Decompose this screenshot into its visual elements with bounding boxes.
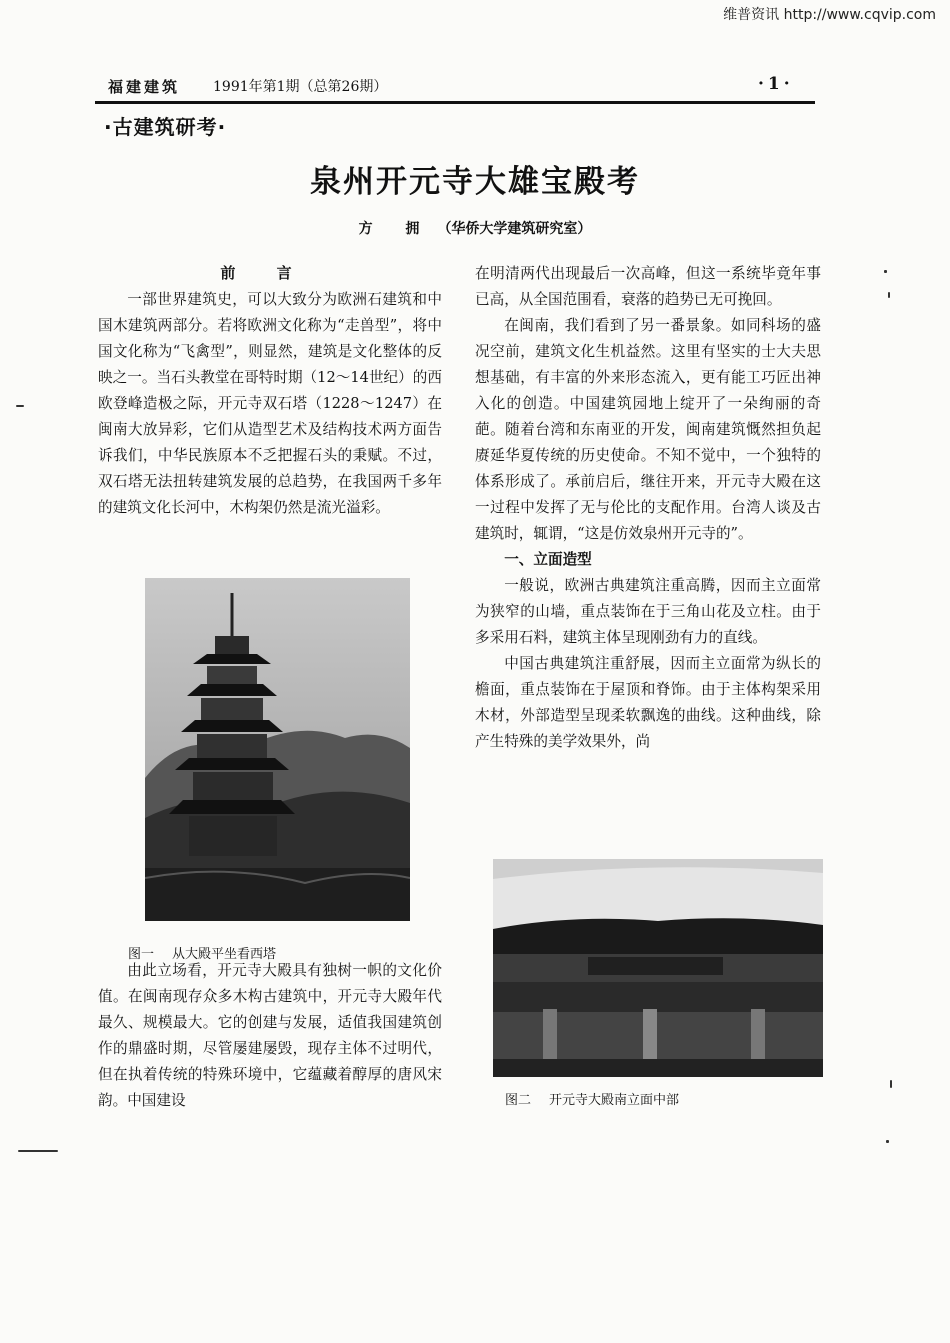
figure-2-caption [505,1089,679,1108]
watermark: 维普资讯 http://www.cqvip.com [723,7,936,23]
figure-1-photo [145,578,410,921]
paragraph: 中国古典建筑注重舒展，因而主立面常为纵长的檐面，重点装饰在于屋顶和脊饰。由于主体构架采用木材，外部造型呈现柔软飘逸的曲线。这种曲线，除产生特殊的美学效果外，尚 [475,655,821,750]
paragraph: 在闽南，我们看到了另一番景象。如同科场的盛况空前，建筑文化生机益然。这里有坚实的士大夫思想基础，有丰富的外来形态流入，更有能工巧匠出神入化的创造。中国建筑园地上绽开了一朵绚丽的奇葩。随着台湾和东南亚的开发，闽南建筑慨然担负起赓延华夏传统的历史使命。不知不觉中，一个独特的体系形成了。承前启后，继往开来，开元寺大殿在这一过程中发挥了无与伦比的支配作用。台湾人谈及古建筑时，辄谓，“这是仿效泉州开元寺的”。 [475,317,821,542]
scan-speck [18,1150,58,1152]
right-column [475,261,821,755]
scan-speck [888,292,890,298]
scan-speck [886,1140,889,1143]
left-column-top [98,287,442,521]
paragraph: 一般说，欧洲古典建筑注重高腾，因而主立面常为狭窄的山墙，重点装饰在于三角山花及立柱。由于多采用石料，建筑主体呈现刚劲有力的直线。 [475,577,821,646]
pagoda-photo-icon [145,578,410,921]
byline [0,218,950,238]
author-affiliation: （华侨大学建筑研究室） [437,221,592,237]
paragraph: 一部世界建筑史，可以大致分为欧洲石建筑和中国木建筑两部分。若将欧洲文化称为“走兽型”，将中国文化称为“飞禽型”，则显然，建筑是文化整体的反映之一。当石头教堂在哥特时期（12～14世纪）的西欧登峰造极之际，开元寺双石塔（1228～1247）在闽南大放异彩，它们从造型艺术及结构技术两方面告诉我们，中华民族原本不乏把握石头的秉赋。不过，双石塔无法扭转建筑发展的总趋势，在我国两千多年的建筑文化长河中，木构架仍然是流光溢彩。 [98,291,442,516]
figure-2-text: 开元寺大殿南立面中部 [549,1093,680,1108]
scan-speck [16,405,24,407]
scan-speck [890,1080,892,1088]
figure-1-label: 图一 [128,947,155,962]
paragraph: 由此立场看，开元寺大殿具有独树一帜的文化价值。在闽南现存众多木构古建筑中，开元寺大殿年代最久、规模最大。它的创建与发展，适值我国建筑创作的鼎盛时期，尽管屡建屡毁，现存主体不过明代，但在执着传统的特殊环境中，它蕴藏着醇厚的唐风宋韵。中国建设 [98,962,442,1109]
preface-heading: 前 言 [220,264,310,282]
paragraph-continued: 在明清两代出现最后一次高峰，但这一系统毕竟年事已高，从全国范围看，衰落的趋势已无可挽回。 [475,265,821,308]
left-column-bottom [98,958,442,1114]
section-1-heading: 一、立面造型 [504,551,592,568]
journal-name: 福建建筑 [108,78,181,96]
column-tag: ·古建筑研考· [104,115,227,139]
temple-hall-photo-icon [493,859,823,1077]
issue-info: 1991年第1期（总第26期） [213,79,388,95]
page-number: ·1· [758,74,794,94]
figure-2-label: 图二 [505,1093,532,1108]
article-title: 泉州开元寺大雄宝殿考 [310,164,640,200]
scan-speck [884,270,887,273]
header-rule [95,101,815,104]
figure-1-text: 从大殿平坐看西塔 [172,947,277,962]
figure-2-photo [493,859,823,1077]
author-name: 方 拥 [358,221,434,237]
